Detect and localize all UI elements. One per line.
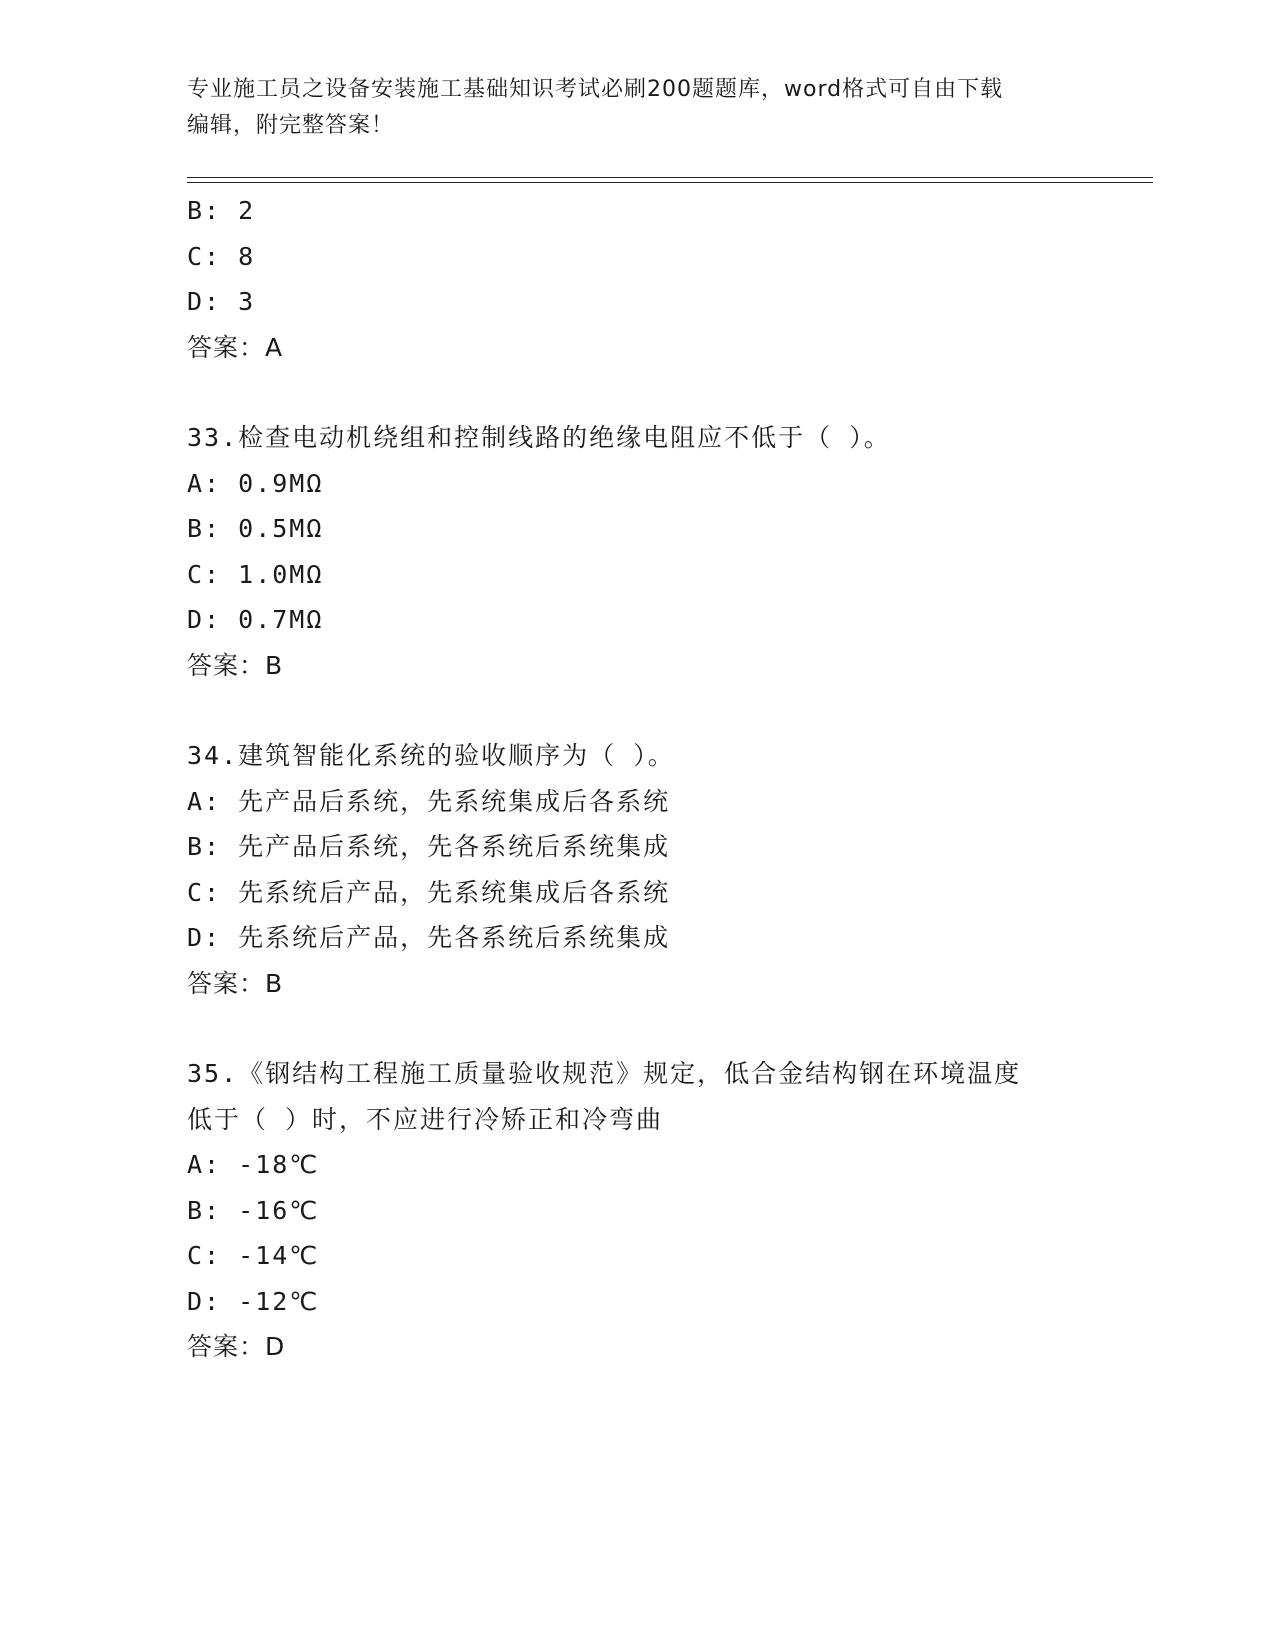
option-c: C: -14℃ xyxy=(187,1241,320,1270)
option-c: C: 8 xyxy=(187,241,256,271)
header-line-2: 编辑，附完整答案！ xyxy=(187,113,395,138)
option-a: A: 0.9MΩ xyxy=(187,468,324,498)
option-b: B: 2 xyxy=(187,196,256,225)
question-stem: 34.建筑智能化系统的验收顺序为（ ）。 xyxy=(187,741,675,770)
option-c: C: 先系统后产品，先系统集成后各系统 xyxy=(187,877,671,907)
header-line-1: 专业施工员之设备安装施工基础知识考试必刷200题题库，word格式可自由下载 xyxy=(187,77,1004,102)
question-stem-line-2: 低于（ ）时，不应进行冷矫正和冷弯曲 xyxy=(187,1104,664,1134)
option-b: B: 0.5MΩ xyxy=(187,514,324,543)
question-33 xyxy=(187,415,1147,688)
header-divider-top xyxy=(187,177,1153,178)
question-list xyxy=(187,188,1147,1370)
option-a: A: 先产品后系统，先系统集成后各系统 xyxy=(187,786,671,816)
option-d: D: 3 xyxy=(187,287,256,316)
document-header xyxy=(187,72,1067,144)
question-stem: 33.检查电动机绕组和控制线路的绝缘电阻应不低于（ ）。 xyxy=(187,423,891,452)
option-b: B: -16℃ xyxy=(187,1195,320,1225)
option-d: D: 先系统后产品，先各系统后系统集成 xyxy=(187,923,671,952)
question-35 xyxy=(187,1051,1147,1370)
answer: 答案：D xyxy=(187,1332,286,1361)
option-d: D: 0.7MΩ xyxy=(187,605,324,634)
option-a: A: -18℃ xyxy=(187,1150,320,1179)
answer: 答案：A xyxy=(187,332,284,362)
option-d: D: -12℃ xyxy=(187,1286,320,1316)
header-divider-bottom xyxy=(187,182,1153,183)
answer: 答案：B xyxy=(187,968,284,998)
answer: 答案：B xyxy=(187,650,284,680)
question-stem-line-1: 35.《钢结构工程施工质量验收规范》规定，低合金结构钢在环境温度 xyxy=(187,1059,1022,1088)
option-b: B: 先产品后系统，先各系统后系统集成 xyxy=(187,832,671,861)
question-34 xyxy=(187,733,1147,1006)
question-32 xyxy=(187,188,1147,370)
option-c: C: 1.0MΩ xyxy=(187,559,324,589)
